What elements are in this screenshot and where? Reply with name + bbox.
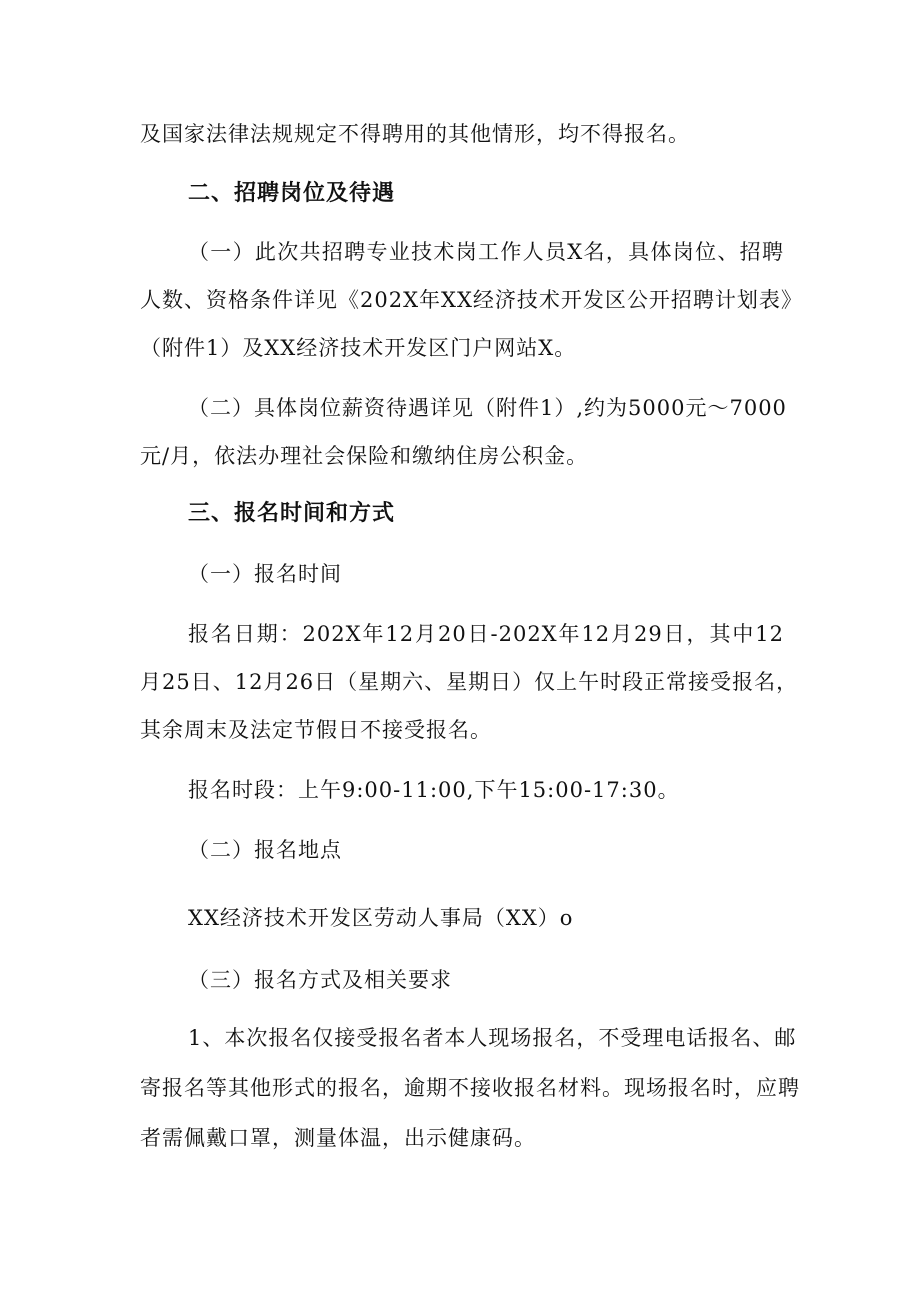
subheading: （三）报名方式及相关要求 (188, 968, 452, 992)
subheading: （二）报名地点 (188, 838, 342, 862)
paragraph-line: （一）此次共招聘专业技术岗工作人员X名，具体岗位、招聘 (188, 240, 784, 264)
paragraph-line: 报名时段：上午9:00-11:00,下午15:00-17:30。 (188, 778, 680, 802)
paragraph-line: 月25日、12月26日（星期六、星期日）仅上午时段正常接受报名， (140, 670, 799, 694)
paragraph-line: 元/月，依法办理社会保险和缴纳住房公积金。 (140, 444, 589, 468)
paragraph-line: 1、本次报名仅接受报名者本人现场报名，不受理电话报名、邮 (188, 1026, 797, 1050)
paragraph-line: 寄报名等其他形式的报名，逾期不接收报名材料。现场报名时，应聘 (140, 1076, 800, 1100)
subheading: （一）报名时间 (188, 562, 342, 586)
paragraph-line: 及国家法律法规规定不得聘用的其他情形，均不得报名。 (140, 122, 690, 146)
section-heading: 二、招聘岗位及待遇 (188, 181, 396, 206)
paragraph-line: 人数、资格条件详见《202X年XX经济技术开发区公开招聘计划表》 (140, 288, 803, 312)
paragraph-line: 报名日期：202X年12月20日-202X年12月29日，其中12 (188, 622, 784, 646)
section-heading: 三、报名时间和方式 (188, 501, 396, 526)
paragraph-line: 其余周末及法定节假日不接受报名。 (140, 718, 492, 742)
paragraph-line: 者需佩戴口罩，测量体温，出示健康码。 (140, 1126, 536, 1150)
paragraph-line: （二）具体岗位薪资待遇详见（附件1）,约为5000元～7000 (188, 396, 787, 420)
paragraph-line: XX经济技术开发区劳动人事局（XX）o (188, 906, 574, 930)
paragraph-line: （附件1）及XX经济技术开发区门户网站X。 (140, 336, 577, 360)
